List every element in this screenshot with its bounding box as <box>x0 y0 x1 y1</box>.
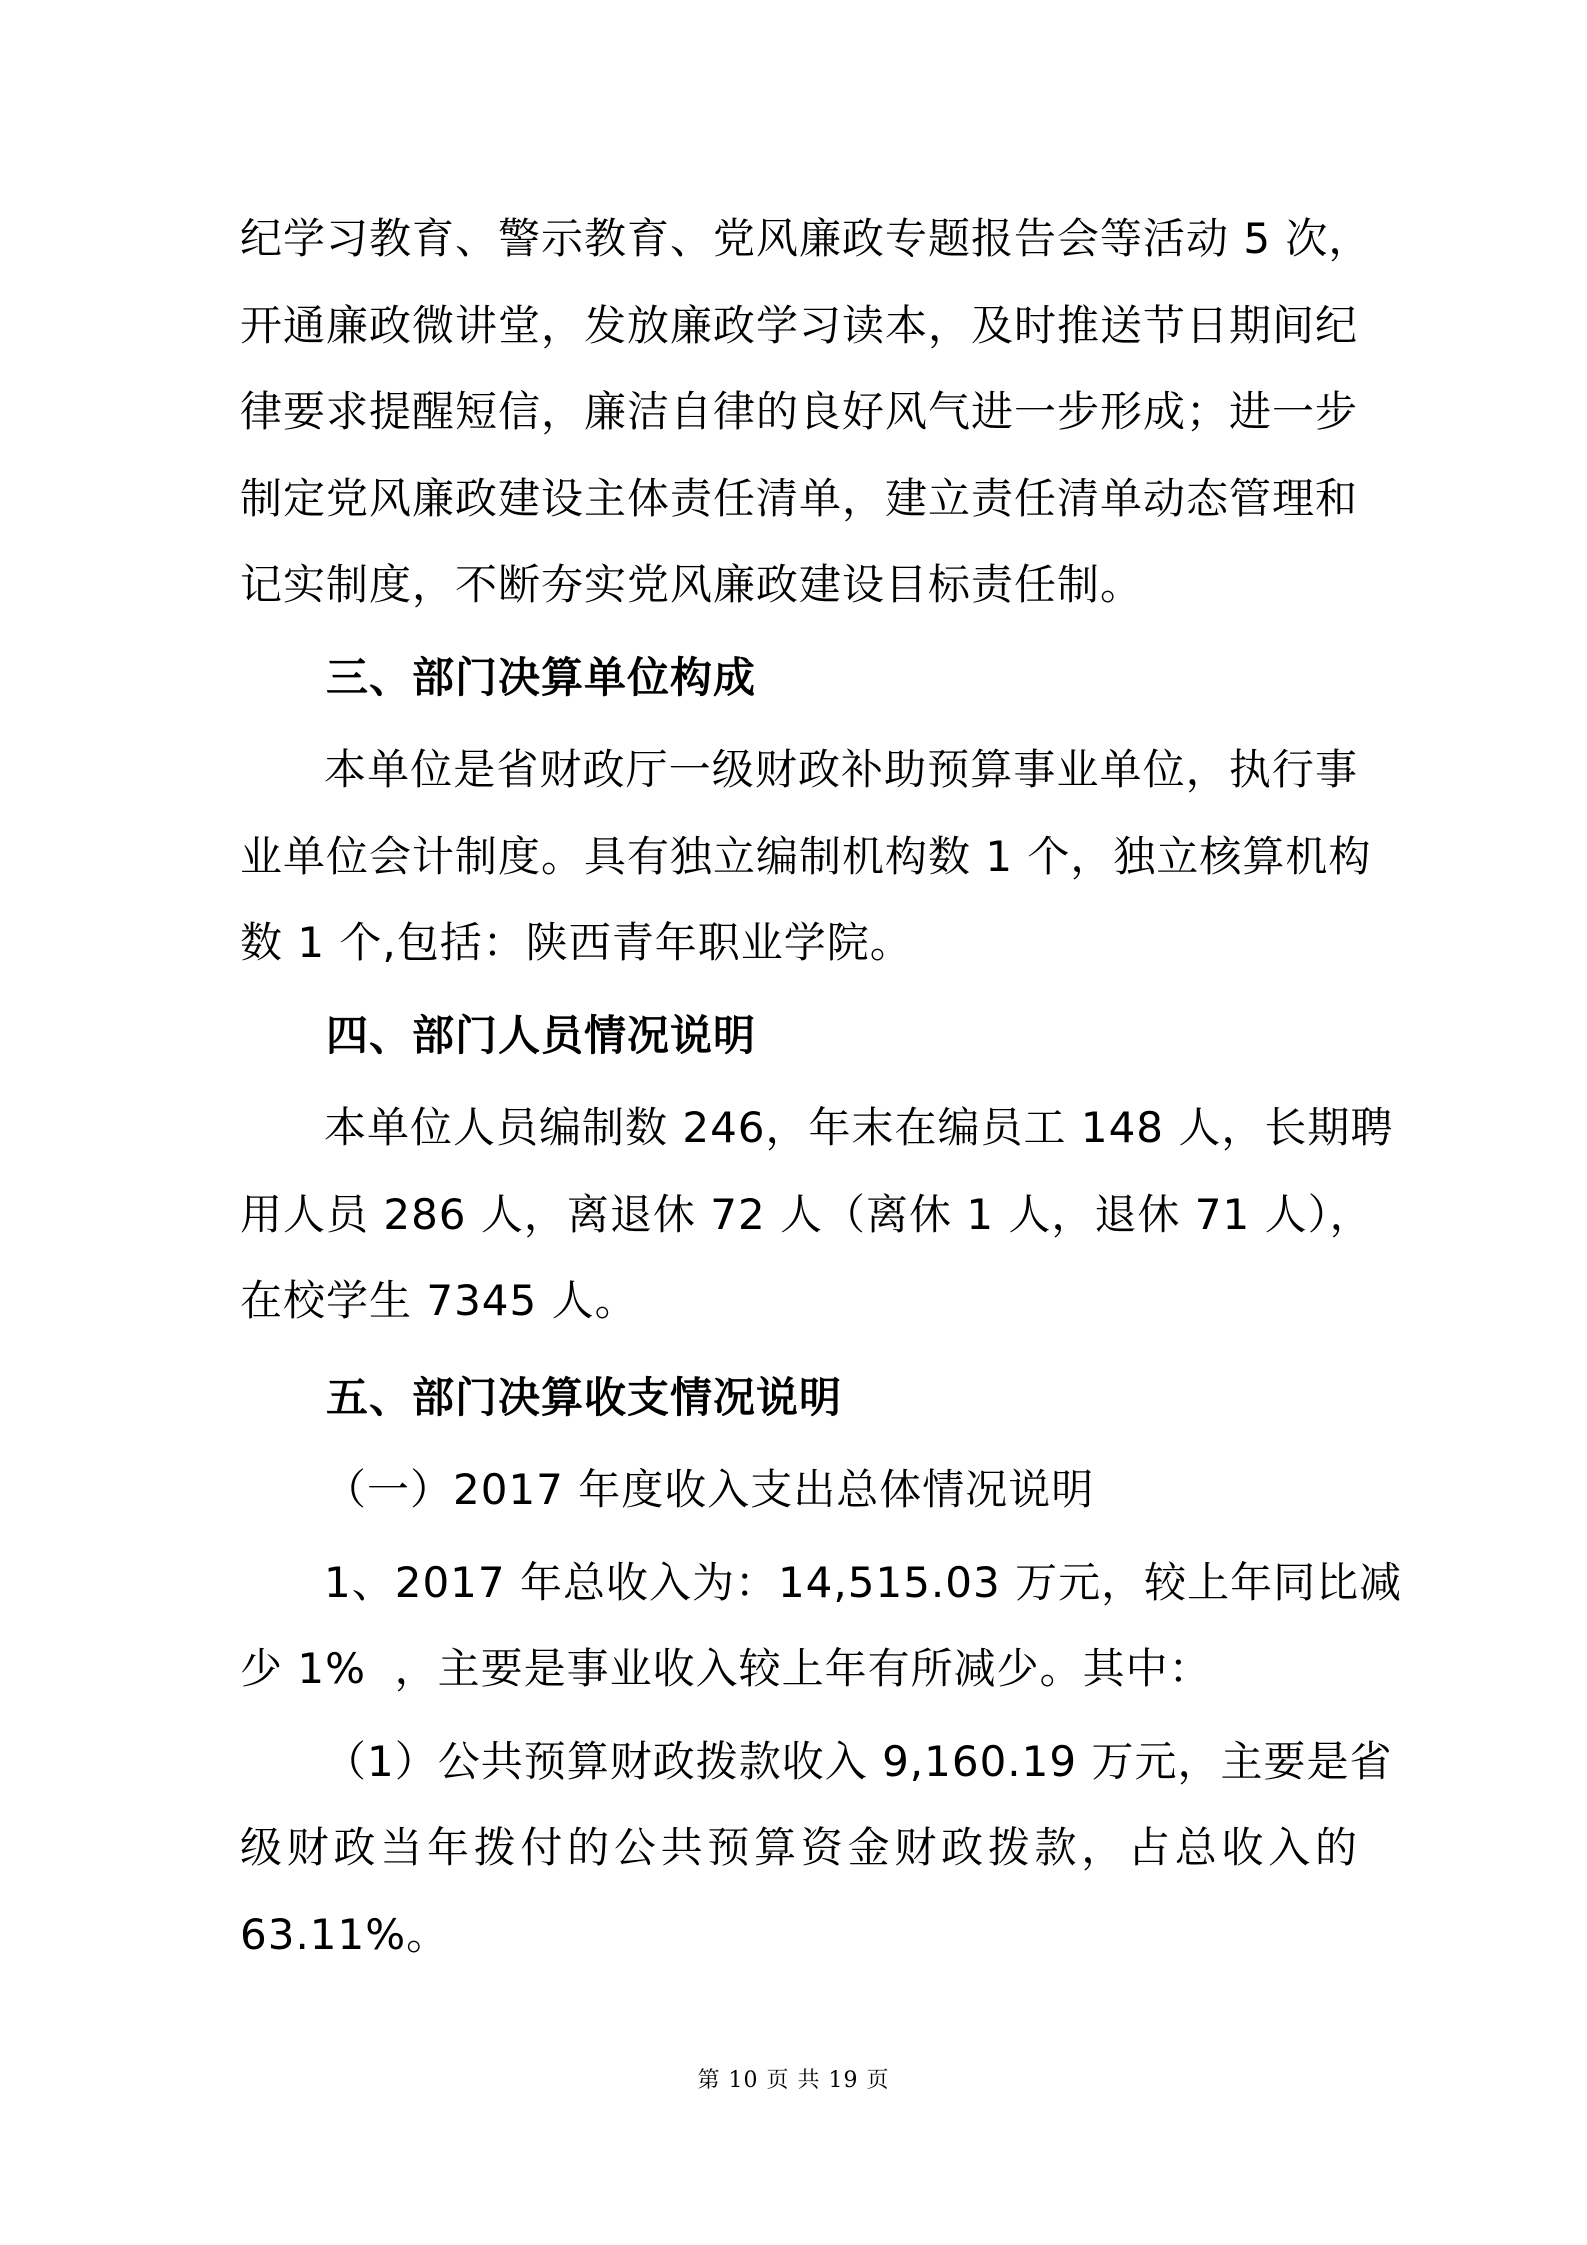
section-heading-staff: 四、部门人员情况说明 <box>326 1010 757 1060</box>
document-body <box>240 196 1403 1978</box>
text-line: 记实制度，不断夯实党风廉政建设目标责任制。 <box>240 560 1144 609</box>
section-heading-unit-composition: 三、部门决算单位构成 <box>326 652 757 702</box>
text-line: 在校学生 7345 人。 <box>240 1276 638 1325</box>
text-line: 本单位是省财政厅一级财政补助预算事业单位，执行事 <box>324 745 1358 794</box>
text-line: 用人员 286 人，离退休 72 人（离休 1 人，退休 71 人）， <box>240 1189 1373 1239</box>
text-line: 律要求提醒短信，廉洁自律的良好风气进一步形成；进一步 <box>240 387 1359 436</box>
paragraph-staff <box>240 1085 1394 1345</box>
text-line: 63.11%。 <box>240 1909 450 1959</box>
text-line: 开通廉政微讲堂，发放廉政学习读本，及时推送节日期间纪 <box>240 300 1359 350</box>
text-line: （1）公共预算财政拨款收入 9,160.19 万元，主要是省 <box>324 1736 1393 1786</box>
text-line: 纪学习教育、警示教育、党风廉政专题报告会等活动 5 次， <box>240 214 1372 263</box>
text-line: 数 1 个,包括：陕西青年职业学院。 <box>240 918 913 967</box>
text-line: 业单位会计制度。具有独立编制机构数 1 个，独立核算机构 <box>240 831 1372 881</box>
text-line: 少 1% ，主要是事业收入较上年有所减少。其中： <box>240 1644 1212 1693</box>
section-heading-income-expenditure: 五、部门决算收支情况说明 <box>326 1372 843 1422</box>
text-line: 1、2017 年总收入为：14,515.03 万元，较上年同比减 <box>324 1557 1403 1607</box>
paragraph-unit-composition <box>240 727 1372 987</box>
paragraph-public-budget-income <box>240 1719 1393 1979</box>
text-line: 制定党风廉政建设主体责任清单，建立责任清单动态管理和 <box>240 473 1359 523</box>
paragraph-discipline-education <box>240 196 1372 629</box>
paragraph-total-income <box>240 1540 1403 1713</box>
text-line: 本单位人员编制数 246，年末在编员工 148 人，长期聘 <box>324 1103 1394 1152</box>
subsection-heading-overall: （一）2017 年度收入支出总体情况说明 <box>324 1465 1095 1514</box>
page-number-footer: 第 10 页 共 19 页 <box>697 2068 890 2093</box>
text-line: 级财政当年拨付的公共预算资金财政拨款，占总收入的 <box>240 1823 1358 1872</box>
